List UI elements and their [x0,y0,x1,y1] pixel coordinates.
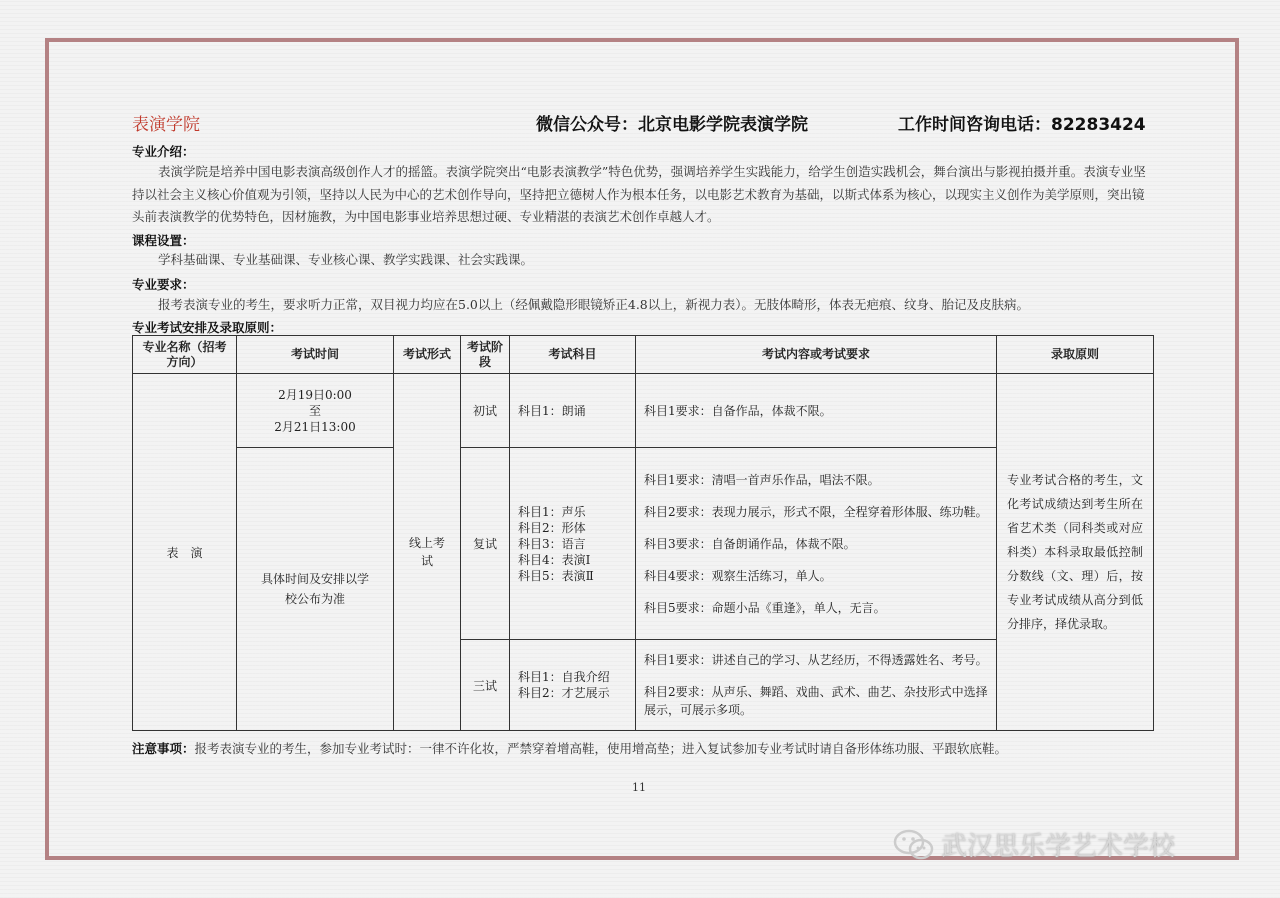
major-cell: 表 演 [133,374,237,731]
note-line [132,739,1007,757]
stage-cell: 初试 [461,374,510,448]
time-cell-later: 具体时间及安排以学校公布为准 [237,448,394,731]
header-rule: 录取原则 [997,336,1154,374]
contact-phone: 工作时间咨询电话：82283424 [898,115,1146,135]
intro-heading: 专业介绍： [132,144,195,159]
note-text: 报考表演专业的考生，参加专业考试时：一律不许化妆，严禁穿着增高鞋，使用增高垫；进入复试参加专业考试时请自备形体练功服、平跟软底鞋。 [194,741,1008,756]
stage-cell: 三试 [461,640,510,731]
wechat-icon [893,828,935,862]
header-major: 专业名称（招考方向） [133,336,237,374]
table-header-row [133,336,1154,374]
header-content: 考试内容或考试要求 [636,336,997,374]
note-label: 注意事项： [132,741,195,756]
subject-cell: 科目1：朗诵 [510,374,636,448]
exam-table [132,335,1154,731]
watermark-text: 武汉思乐学艺术学校 [941,832,1176,862]
wechat-account: 微信公众号：北京电影学院表演学院 [536,115,808,135]
course-heading: 课程设置： [132,233,195,248]
school-name: 表演学院 [132,115,200,135]
header-time: 考试时间 [237,336,394,374]
intro-paragraph: 表演学院是培养中国电影表演高级创作人才的摇篮。表演学院突出“电影表演教学”特色优势，强调培养学生实践能力，给学生创造实践机会，舞台演出与影视拍摄并重。表演专业坚持以社会主义核心价值观为引领，坚持以人民为中心的艺术创作导向，坚持把立德树人作为根本任务，以电影艺术教育为基础，以斯式体系为核心，以现实主义创作为美学原则，突出镜头前表演教学的优势特色，因材施教，为中国电影事业培养思想过硬、专业精湛的表演艺术创作卓越人才。 [132,164,1146,224]
header-subject: 考试科目 [510,336,636,374]
stage-cell: 复试 [461,448,510,640]
admission-rule-cell: 专业考试合格的考生，文化考试成绩达到考生所在省艺术类（同科类或对应科类）本科录取最低控制分数线（文、理）后，按专业考试成绩从高分到低分排序，择优录取。 [997,374,1154,731]
subject-cell: 科目1：自我介绍 科目2：才艺展示 [510,640,636,731]
requirement-cell: 科目1要求：自备作品，体裁不限。 [636,374,997,448]
watermark [893,826,1175,863]
course-paragraph: 学科基础课、专业基础课、专业核心课、教学实践课、社会实践课。 [158,252,534,267]
requirements-paragraph: 报考表演专业的考生，要求听力正常，双目视力均应在5.0以上（经佩戴隐形眼镜矫正4.8以上，新视力表）。无肢体畸形，体表无疤痕、纹身、胎记及皮肤病。 [158,297,1030,312]
header-stage: 考试阶段 [461,336,510,374]
header-form: 考试形式 [394,336,461,374]
exam-heading: 专业考试安排及录取原则： [132,320,283,335]
requirements-heading: 专业要求： [132,277,195,292]
form-cell: 线上考试 [394,374,461,731]
requirement-cell: 科目1要求：清唱一首声乐作品，唱法不限。 科目2要求：表现力展示，形式不限，全程穿着形体服、练功鞋。 科目3要求：自备朗诵作品，体裁不限。 科目4要求：观察生活练习，单人。 科目5要求：命题小品《重逢》，单人，无言。 [636,448,997,640]
page-number: 11 [632,781,646,794]
time-cell-prelim: 2月19日0:00 至 2月21日13:00 [237,374,394,448]
requirement-cell: 科目1要求：讲述自己的学习、从艺经历，不得透露姓名、考号。 科目2要求：从声乐、舞蹈、戏曲、武术、曲艺、杂技形式中选择展示，可展示多项。 [636,640,997,731]
subject-cell: 科目1：声乐 科目2：形体 科目3：语言 科目4：表演Ⅰ 科目5：表演Ⅱ [510,448,636,640]
table-row [133,374,1154,448]
